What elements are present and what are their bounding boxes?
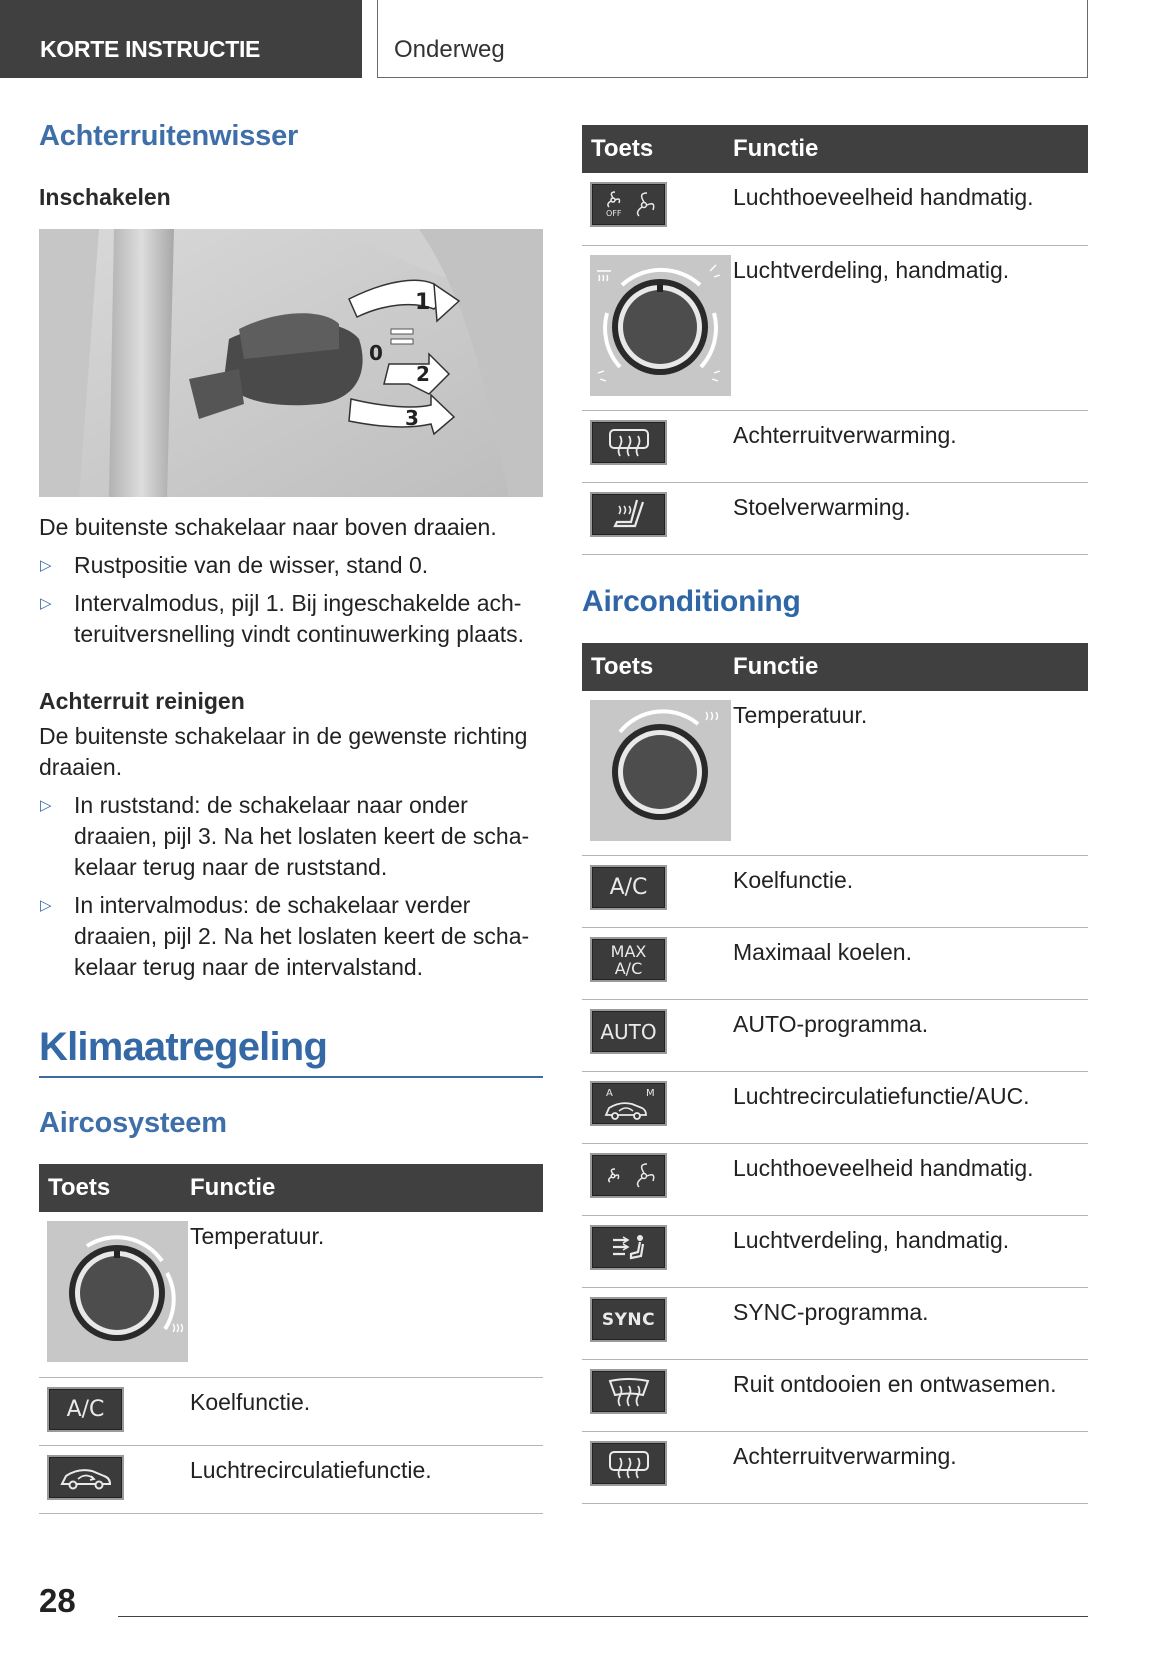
recirculation-auc-icon bbox=[590, 1081, 667, 1126]
seat-heating-icon bbox=[590, 492, 667, 537]
function-text: Luchtverdeling, handmatig. bbox=[733, 245, 1088, 410]
arrow-label-0: 0 bbox=[369, 341, 383, 365]
function-text: AUTO-programma. bbox=[733, 1000, 1088, 1072]
left-column bbox=[39, 120, 543, 1514]
table-row bbox=[582, 245, 1088, 410]
function-text: Maximaal koelen. bbox=[733, 928, 1088, 1000]
air-distribution-button-icon bbox=[590, 1225, 667, 1270]
temperature-knob-icon bbox=[590, 700, 731, 841]
function-text: Stoelverwarming. bbox=[733, 482, 1088, 554]
rear-window-heating-icon bbox=[590, 1441, 667, 1486]
table-row bbox=[582, 410, 1088, 482]
climate-title: Klimaatregeling bbox=[39, 1025, 328, 1069]
table-row bbox=[39, 1377, 543, 1445]
temperature-knob-icon bbox=[47, 1221, 188, 1362]
ac-button-icon: A/C bbox=[47, 1387, 124, 1432]
aircosysteem-table bbox=[39, 1164, 543, 1514]
chapter-title: Onderweg bbox=[377, 0, 1088, 78]
recirculation-car-icon bbox=[47, 1455, 124, 1500]
table-row bbox=[582, 482, 1088, 554]
function-text: Temperatuur. bbox=[190, 1212, 543, 1377]
col-header-key: Toets bbox=[582, 643, 733, 691]
wiper-stalk-photo bbox=[39, 229, 543, 497]
list-item: ▷ Rustpositie van de wisser, stand 0. bbox=[39, 550, 543, 581]
airconditioning-table bbox=[582, 643, 1088, 1505]
right-column bbox=[582, 125, 1088, 1504]
max-label: MAX bbox=[610, 941, 647, 961]
ventilation-table bbox=[582, 125, 1088, 555]
function-text: Koelfunctie. bbox=[733, 856, 1088, 928]
switch-on-list bbox=[39, 550, 543, 650]
fan-button-icon bbox=[590, 1153, 667, 1198]
switch-on-heading: Inschakelen bbox=[39, 184, 171, 210]
col-header-key: Toets bbox=[39, 1164, 190, 1212]
table-row bbox=[582, 856, 1088, 928]
sync-button-icon: SYNC bbox=[590, 1297, 667, 1342]
switch-on-intro: De buitenste schakelaar naar boven draaien. bbox=[39, 514, 497, 540]
function-text: Luchthoeveelheid handmatig. bbox=[733, 173, 1088, 245]
footer-rule bbox=[118, 1616, 1088, 1617]
arrow-label-3: 3 bbox=[405, 406, 419, 430]
ac-button-icon: A/C bbox=[590, 865, 667, 910]
svg-text:OFF: OFF bbox=[605, 208, 621, 218]
function-text: Ruit ontdooien en ontwasemen. bbox=[733, 1360, 1088, 1432]
auto-button-icon: AUTO bbox=[590, 1009, 667, 1054]
function-text: Luchtrecirculatiefunctie. bbox=[190, 1445, 543, 1513]
table-row bbox=[582, 1216, 1088, 1288]
clean-intro: De buitenste schakelaar in de gewenste richting draaien. bbox=[39, 723, 528, 780]
function-text: Achterruitverwarming. bbox=[733, 410, 1088, 482]
table-row bbox=[582, 1000, 1088, 1072]
table-row bbox=[582, 1072, 1088, 1144]
table-row bbox=[582, 691, 1088, 856]
arrow-label-1: 1 bbox=[415, 290, 431, 315]
section-tab: KORTE INSTRUCTIE bbox=[0, 0, 362, 78]
table-row bbox=[582, 928, 1088, 1000]
function-text: Temperatuur. bbox=[733, 691, 1088, 856]
list-item: ▷ In ruststand: de schakelaar naar onder draaien, pijl 3. Na het loslaten keert de scha-kelaar terug naar de ruststand. bbox=[39, 790, 543, 883]
table-row bbox=[582, 1288, 1088, 1360]
airconditioning-title: Airconditioning bbox=[582, 584, 801, 618]
function-text: Luchtverdeling, handmatig. bbox=[733, 1216, 1088, 1288]
clean-list bbox=[39, 790, 543, 983]
function-text: Luchtrecirculatiefunctie/AUC. bbox=[733, 1072, 1088, 1144]
fan-off-button-icon bbox=[590, 182, 667, 227]
ac-label: A/C bbox=[614, 958, 643, 978]
clean-heading: Achterruit reinigen bbox=[39, 688, 245, 714]
page-number: 28 bbox=[39, 1582, 76, 1619]
function-text: Koelfunctie. bbox=[190, 1377, 543, 1445]
col-header-function: Functie bbox=[733, 643, 1088, 691]
table-row bbox=[582, 1360, 1088, 1432]
wiper-title: Achterruitenwisser bbox=[39, 120, 299, 152]
table-row bbox=[582, 173, 1088, 245]
table-row bbox=[39, 1212, 543, 1377]
col-header-function: Functie bbox=[190, 1164, 543, 1212]
svg-text:M: M bbox=[645, 1087, 655, 1099]
function-text: SYNC-programma. bbox=[733, 1288, 1088, 1360]
function-text: Luchthoeveelheid handmatig. bbox=[733, 1144, 1088, 1216]
function-text: Achterruitverwarming. bbox=[733, 1432, 1088, 1504]
windshield-defrost-icon bbox=[590, 1369, 667, 1414]
arrow-label-2: 2 bbox=[416, 362, 430, 386]
table-row bbox=[39, 1445, 543, 1513]
col-header-key: Toets bbox=[582, 125, 733, 173]
wiper-stalk-illustration bbox=[39, 229, 543, 497]
climate-title-rule bbox=[39, 1076, 543, 1078]
table-row bbox=[582, 1144, 1088, 1216]
table-row bbox=[582, 1432, 1088, 1504]
list-item: ▷ Intervalmodus, pijl 1. Bij ingeschakelde ach-teruitversnelling vindt continuwerking plaats. bbox=[39, 588, 543, 650]
max-ac-button-icon bbox=[590, 937, 667, 982]
aircosysteem-title: Aircosysteem bbox=[39, 1107, 227, 1139]
col-header-function: Functie bbox=[733, 125, 1088, 173]
svg-text:A: A bbox=[605, 1087, 613, 1099]
air-distribution-knob-icon bbox=[590, 255, 731, 396]
rear-window-heating-icon bbox=[590, 420, 667, 465]
list-item: ▷ In intervalmodus: de schakelaar verder draaien, pijl 2. Na het loslaten keert de scha-kelaar terug naar de intervalstand. bbox=[39, 890, 543, 983]
